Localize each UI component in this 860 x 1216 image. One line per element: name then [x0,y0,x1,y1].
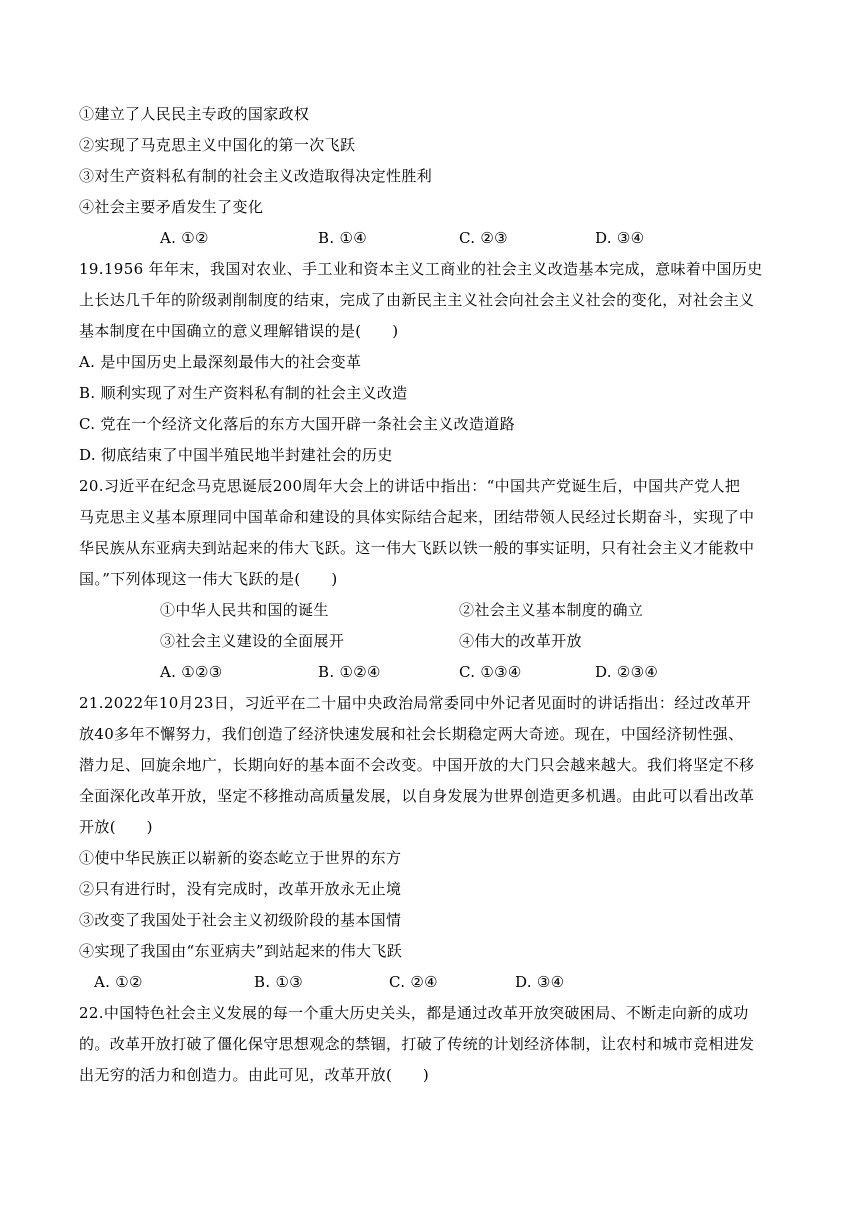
q19-option-b[interactable]: B. 顺利实现了对生产资料私有制的社会主义改造 [79,384,408,402]
q21-option-c[interactable]: C. ②④ [389,973,438,991]
q20-item-4: ④伟大的改革开放 [459,632,582,650]
q21-stem-line-2: 放40多年不懈努力，我们创造了经济快速发展和社会长期稳定两大奇迹。现在，中国经济韧性强、 [79,725,744,743]
q20-stem-line-4: 国。”下列体现这一伟大飞跃的是( ) [79,570,338,588]
q20-stem-line-2: 马克思主义基本原理同中国革命和建设的具体实际结合起来，团结带领人民经过长期奋斗，实现了中 [79,508,755,526]
q20-stem-line-1: 20.习近平在纪念马克思诞辰200周年大会上的讲话中指出：“中国共产党诞生后，中国共产党人把 [79,477,741,495]
q20-item-2: ②社会主义基本制度的确立 [459,601,644,619]
q19-stem-line-2: 上长达几千年的阶级剥削制度的结束，完成了由新民主主义社会向社会主义社会的变化，对社会主义 [79,291,755,309]
q20-option-d[interactable]: D. ②③④ [595,663,659,681]
q22-stem-line-1: 22.中国特色社会主义发展的每一个重大历史关头，都是通过改革开放突破困局、不断走向新的成功 [79,1004,749,1022]
q21-item-1: ①使中华民族正以崭新的姿态屹立于世界的东方 [79,849,402,867]
q21-item-4: ④实现了我国由“东亚病夫”到站起来的伟大飞跃 [79,942,403,960]
q20-option-c[interactable]: C. ①③④ [459,663,522,681]
q19-option-c[interactable]: C. 党在一个经济文化落后的东方大国开辟一条社会主义改造道路 [79,415,515,433]
q20-stem-line-3: 华民族从东亚病夫到站起来的伟大飞跃。这一伟大飞跃以铁一般的事实证明，只有社会主义才能救中 [79,539,755,557]
q21-stem-line-1: 21.2022年10月23日，习近平在二十届中央政治局常委同中外记者见面时的讲话指出：经过改革开 [79,694,752,712]
q21-option-b[interactable]: B. ①③ [254,973,303,991]
q19-stem-line-1: 19.1956 年年末，我国对农业、手工业和资本主义工商业的社会主义改造基本完成，意味着中国历史 [79,260,763,278]
q21-item-3: ③改变了我国处于社会主义初级阶段的基本国情 [79,911,402,929]
q18-item-3: ③对生产资料私有制的社会主义改造取得决定性胜利 [79,167,433,185]
q21-options [0,972,860,992]
q22-stem-line-2: 的。改革开放打破了僵化保守思想观念的禁锢，打破了传统的计划经济体制，让农村和城市竞相进发 [79,1035,755,1053]
q19-option-d[interactable]: D. 彻底结束了中国半殖民地半封建社会的历史 [79,446,393,464]
q19-stem-line-3: 基本制度在中国确立的意义理解错误的是( ) [79,322,399,340]
q18-item-1: ①建立了人民民主专政的国家政权 [79,105,310,123]
q18-option-a[interactable]: A. ①② [160,229,209,247]
q21-stem-line-4: 全面深化改革开放，坚定不移推动高质量发展，以自身发展为世界创造更多机遇。由此可以看出改革 [79,787,755,805]
q18-option-d[interactable]: D. ③④ [595,229,645,247]
q20-option-b[interactable]: B. ①②④ [318,663,381,681]
q21-item-2: ②只有进行时，没有完成时，改革开放永无止境 [79,880,402,898]
q20-option-a[interactable]: A. ①②③ [160,663,223,681]
q18-options [0,228,860,248]
q20-item-1: ①中华人民共和国的诞生 [160,601,329,619]
q18-option-b[interactable]: B. ①④ [318,229,367,247]
q18-item-4: ④社会主要矛盾发生了变化 [79,198,264,216]
q21-option-a[interactable]: A. ①② [94,973,143,991]
q18-option-c[interactable]: C. ②③ [459,229,508,247]
q20-item-3: ③社会主义建设的全面展开 [160,632,345,650]
q21-stem-line-5: 开放( ) [79,818,153,836]
q22-stem-line-3: 出无穷的活力和创造力。由此可见，改革开放( ) [79,1066,430,1084]
q21-option-d[interactable]: D. ③④ [515,973,565,991]
q19-option-a[interactable]: A. 是中国历史上最深刻最伟大的社会变革 [79,353,362,371]
q21-stem-line-3: 潜力足、回旋余地广，长期向好的基本面不会改变。中国开放的大门只会越来越大。我们将坚定不移 [79,756,755,774]
q20-options [0,662,860,682]
q18-item-2: ②实现了马克思主义中国化的第一次飞跃 [79,136,356,154]
